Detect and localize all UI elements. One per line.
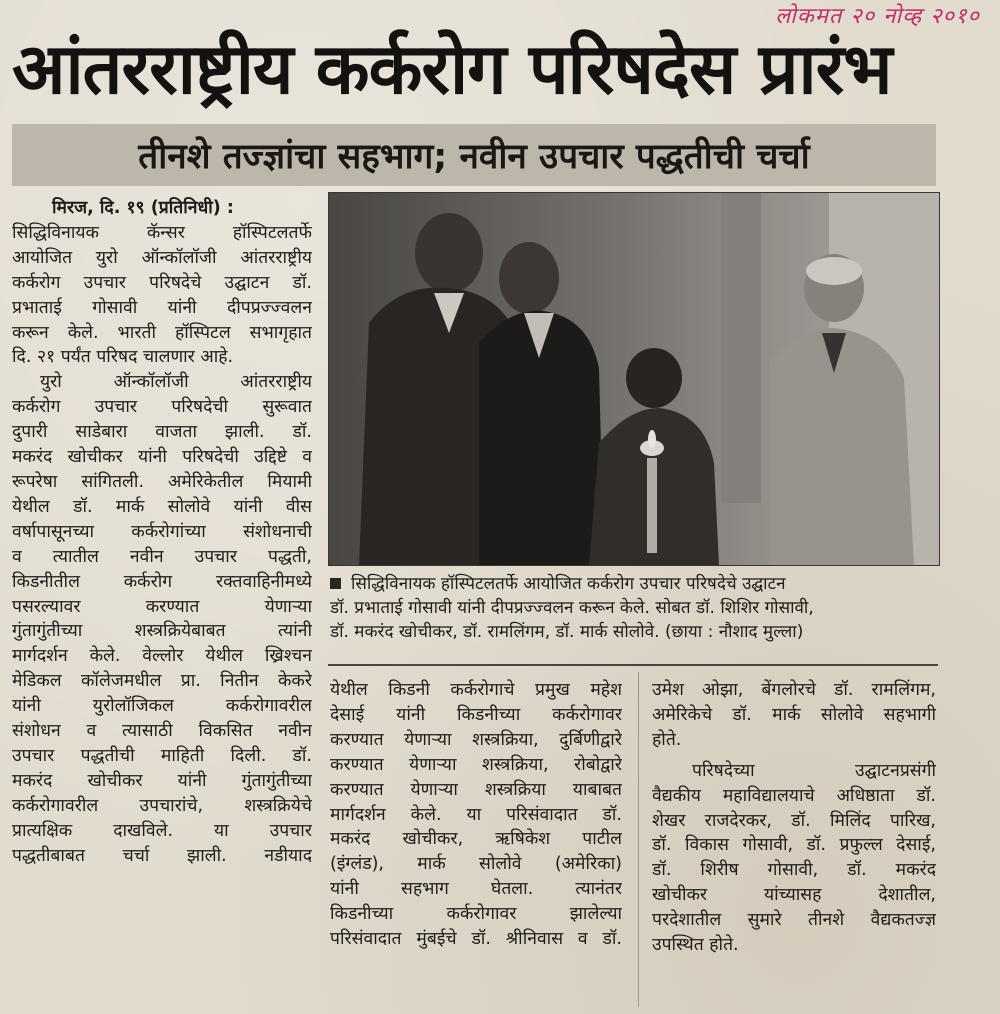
article-line: रूपरेषा सांगितली. अमेरिकेतील मियामी — [12, 471, 312, 492]
article-line: परदेशातील सुमारे तीनशे वैद्यकतज्ज्ञ — [652, 910, 936, 931]
article-line: संशोधन व त्यासाठी विकसित नवीन — [12, 721, 312, 742]
article-line: यांनी युरोलॉजिकल कर्करोगावरील — [12, 696, 312, 717]
article-line: उपस्थित होते. — [652, 935, 739, 956]
article-column-left — [12, 196, 312, 868]
photo-caption — [330, 572, 936, 644]
photo-people-lighting-lamp-icon — [329, 193, 939, 565]
article-column-right — [652, 678, 936, 958]
article-line: मेडिकल कॉलेजमधील प्रा. नितीन केकरे — [12, 671, 312, 692]
headline: आंतरराष्ट्रीय कर्करोग परिषदेस प्रारंभ — [12, 28, 892, 110]
article-line: डॉ. विकास गोसावी, डॉ. प्रफुल्ल देसाई, — [652, 835, 936, 856]
article-line: वर्षापासूनच्या कर्करोगांच्या संशोधनाची — [12, 521, 312, 542]
article-line: करण्यात येणाऱ्या शस्त्रक्रिया याबाबत — [330, 779, 622, 800]
article-line: आयोजित युरो ऑन्कॉलॉजी आंतरराष्ट्रीय — [12, 247, 312, 268]
article-line: वैद्यकीय महाविद्यालयाचे अधिष्ठाता डॉ. — [652, 785, 936, 806]
article-line: यांनी सहभाग घेतला. त्यानंतर — [330, 879, 622, 900]
article-line: मकरंद खोचीकर यांनी गुंतागुंतीच्या — [12, 770, 312, 791]
article-line: मकरंद खोचीकर यांनी परिषदेची उद्दिष्टे व — [12, 447, 312, 468]
article-line: देसाई यांनी किडनीच्या कर्करोगावर — [330, 704, 622, 725]
article-line: सिद्धिविनायक कॅन्सर हॉस्पिटलतर्फे — [12, 222, 312, 243]
article-line: प्रात्यक्षिक दाखविले. या उपचार — [12, 820, 312, 841]
caption-line: डॉ. प्रभाताई गोसावी यांनी दीपप्रज्ज्वलन करून केले. सोबत डॉ. शिशिर गोसावी, — [330, 598, 814, 618]
article-line: व त्यातील नवीन उपचार पद्धती, — [12, 546, 312, 567]
article-line: कर्करोग उपचार परिषदेचे उद्घाटन डॉ. — [12, 272, 312, 293]
article-line: किडनीतील कर्करोग रक्तवाहिनीमध्ये — [12, 571, 312, 592]
event-photo — [328, 192, 940, 566]
bullet-square-icon — [330, 578, 341, 589]
article-line: मार्गदर्शन केले. वेल्लोर येथील ख्रिश्चन — [12, 646, 312, 667]
article-line: परिषदेच्या उद्घाटनप्रसंगी — [692, 760, 936, 781]
article-line: कर्करोग उपचार परिषदेची सुरूवात — [12, 397, 312, 418]
dateline: मिरज, दि. १९ (प्रतिनिधी) : — [52, 198, 234, 218]
article-line: करण्यात येणाऱ्या शस्त्रक्रिया, रोबोद्वारे — [330, 754, 622, 775]
article-line: दुपारी साडेबारा वाजता झाली. डॉ. — [12, 422, 312, 443]
article-line: शेखर राजदेरकर, डॉ. मिलिंद पारिख, — [652, 810, 936, 831]
article-line: अमेरिकेचे डॉ. मार्क सोलोवे सहभागी — [652, 704, 936, 725]
article-line: पद्धतीबाबत चर्चा झाली. नडीयाद — [12, 845, 312, 866]
article-column-middle — [330, 678, 622, 952]
article-line: करून केले. भारती हॉस्पिटल सभागृहात — [12, 322, 312, 343]
article-line: उपचार पद्धतीची माहिती दिली. डॉ. — [12, 745, 312, 766]
column-divider — [638, 672, 639, 1007]
article-line: करण्यात येणाऱ्या शस्त्रक्रिया, दुर्बिणीद्वारे — [330, 729, 622, 750]
article-line: उमेश ओझा, बेंगलोरचे डॉ. रामलिंगम, — [652, 680, 936, 700]
article-line: प्रभाताई गोसावी यांनी दीपप्रज्ज्वलन — [12, 297, 312, 318]
article-line: युरो ऑन्कॉलॉजी आंतरराष्ट्रीय — [40, 372, 312, 393]
handwritten-date-note: लोकमत २० नोव्ह २०१० — [775, 4, 980, 29]
article-line: डॉ. शिरीष गोसावी, डॉ. मकरंद — [652, 860, 936, 881]
caption-line: सिद्धिविनायक हॉस्पिटलतर्फे आयोजित कर्करोग उपचार परिषदेचे उद्घाटन — [330, 572, 936, 596]
article-line: मकरंद खोचीकर, ऋषिकेश पाटील — [330, 829, 622, 850]
article-line: येथील डॉ. मार्क सोलोवे यांनी वीस — [12, 496, 312, 517]
article-line: किडनीच्या कर्करोगावर झालेल्या — [330, 904, 622, 925]
article-line: (इंग्लंड), मार्क सोलोवे (अमेरिका) — [330, 854, 622, 875]
article-line: पसरल्यावर करण्यात येणाऱ्या — [12, 596, 312, 617]
article-line: गुंतागुंतीच्या शस्त्रक्रियेबाबत त्यांनी — [12, 621, 312, 642]
article-line: खोचीकर यांच्यासह देशातील, — [652, 885, 936, 906]
caption-line: डॉ. मकरंद खोचीकर, डॉ. रामलिंगम, डॉ. मार्क सोलोवे. (छाया : नौशाद मुल्ला) — [330, 622, 804, 642]
caption-divider — [328, 664, 938, 666]
article-line: मार्गदर्शन केले. या परिसंवादात डॉ. — [330, 804, 622, 825]
subheadline: तीनशे तज्ज्ञांचा सहभाग; नवीन उपचार पद्धतीची चर्चा — [138, 136, 810, 177]
article-line: कर्करोगावरील उपचारांचे, शस्त्रक्रियेचे — [12, 795, 312, 816]
article-line: होते. — [652, 729, 682, 750]
article-line: येथील किडनी कर्करोगाचे प्रमुख महेश — [330, 680, 622, 700]
article-line: परिसंवादात मुंबईचे डॉ. श्रीनिवास व डॉ. — [330, 929, 622, 950]
subheadline-bar — [12, 124, 936, 186]
article-line: दि. २१ पर्यंत परिषद चालणार आहे. — [12, 347, 234, 368]
